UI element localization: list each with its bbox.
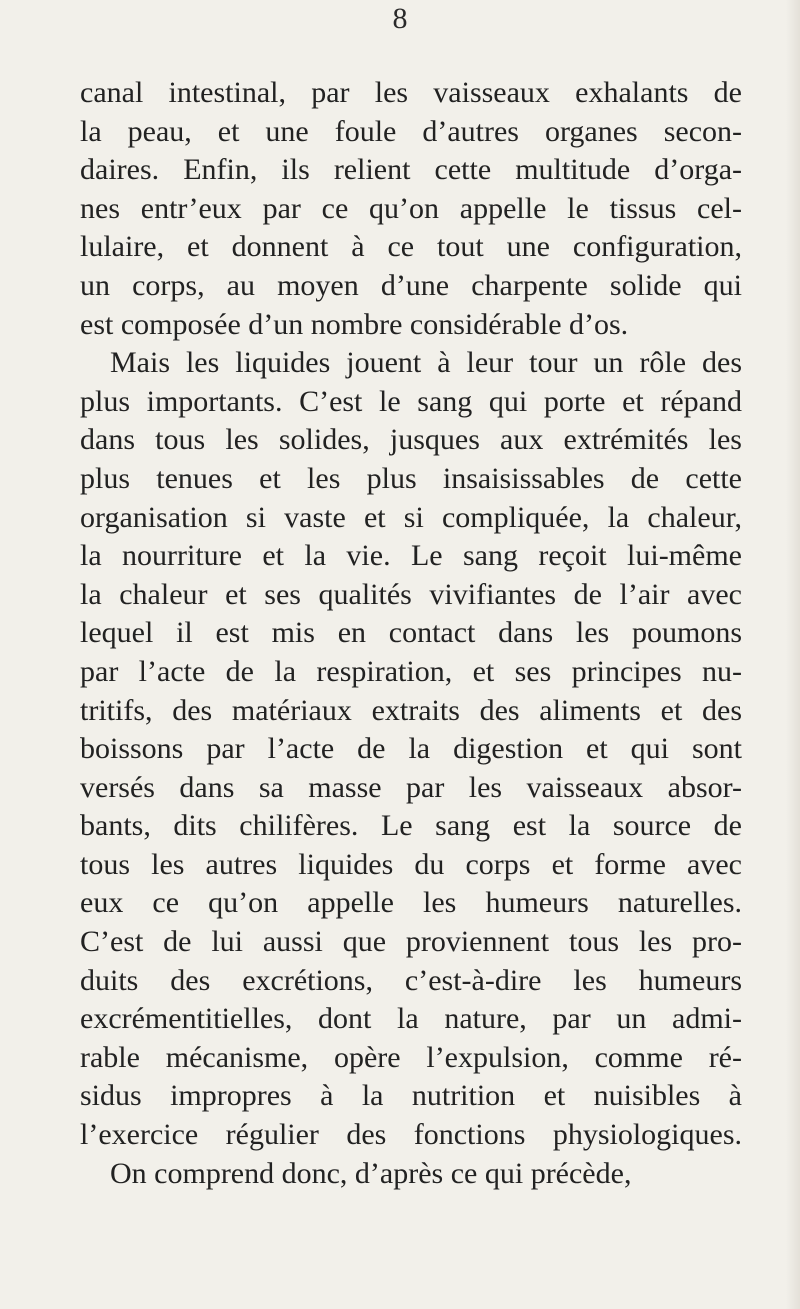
text-line: la chaleur et ses qualités vivifiantes de l’air avec — [80, 577, 742, 611]
text-line: versés dans sa masse par les vaisseaux absor- — [80, 770, 742, 804]
text-line: est composée d’un nombre considérable d’os. — [80, 307, 629, 341]
text-line: canal intestinal, par les vaisseaux exhalants de — [80, 76, 742, 109]
text-line: tritifs, des matériaux extraits des aliments et des — [80, 693, 742, 727]
text-line: duits des excrétions, c’est-à-dire les humeurs — [80, 963, 742, 997]
text-line: C’est de lui aussi que proviennent tous les pro- — [80, 925, 742, 959]
text-line: tous les autres liquides du corps et forme avec — [80, 847, 742, 881]
text-line: organisation si vaste et si compliquée, la chaleur, — [80, 500, 742, 534]
text-line: daires. Enfin, ils relient cette multitude d’orga- — [80, 153, 742, 187]
text-line: rable mécanisme, opère l’expulsion, comme ré- — [80, 1040, 742, 1074]
text-line: dans tous les solides, jusques aux extrémités les — [80, 423, 742, 457]
text-line: boissons par l’acte de la digestion et qui sont — [80, 732, 742, 766]
text-line: excrémentitielles, dont la nature, par un admi- — [80, 1002, 742, 1036]
body-text — [80, 74, 742, 1193]
text-line: l’exercice régulier des fonctions physiologiques. — [80, 1118, 742, 1152]
text-line: plus importants. C’est le sang qui porte et répand — [80, 384, 742, 418]
page-number: 8 — [392, 2, 408, 35]
text-line: eux ce qu’on appelle les humeurs naturelles. — [80, 886, 742, 920]
text-line: la peau, et une foule d’autres organes secon- — [80, 114, 742, 148]
text-line: la nourriture et la vie. Le sang reçoit lui-même — [80, 539, 742, 573]
text-line: On comprend donc, d’après ce qui précède, — [110, 1156, 632, 1190]
text-line: bants, dits chilifères. Le sang est la source de — [80, 809, 742, 843]
text-line: plus tenues et les plus insaisissables de cette — [80, 461, 742, 495]
text-line: lulaire, et donnent à ce tout une configuration, — [80, 230, 742, 264]
page-edge-shadow — [786, 0, 800, 1309]
text-line: lequel il est mis en contact dans les poumons — [80, 616, 742, 650]
text-line: sidus impropres à la nutrition et nuisibles à — [80, 1079, 742, 1113]
text-line: par l’acte de la respiration, et ses principes nu- — [80, 654, 742, 688]
text-line: Mais les liquides jouent à leur tour un rôle des — [110, 346, 742, 380]
text-line: un corps, au moyen d’une charpente solide qui — [80, 268, 742, 302]
text-line: nes entr’eux par ce qu’on appelle le tissus cel- — [80, 191, 742, 225]
